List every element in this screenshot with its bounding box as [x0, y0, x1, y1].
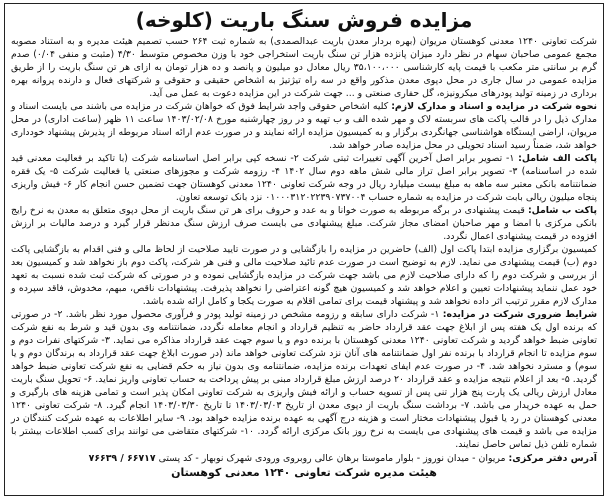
phone-number: ۶۶۷۱۷ / ۷۶۶۳۹	[88, 453, 156, 464]
conditions-body: ۱- شرکت دارای سابقه و رزومه مشخص در زمینه تولید پودر و فرآوری محصول مورد نظر باشد. ۲- در صورتی که برنده اول یک هفته پس از ابلاغ جهت عقد قرارداد حاضر به تنظیم قرارداد و انجام معامله نگردد، ضمانتنامه وی بدون قید و شرط به نفع شرکت تعاونی ضبط خواهد گردید و شرکت تعاونی ۱۲۴۰ معدنی کوهستان با برنده دوم و یا سوم جهت عقد قرارداد مذاکره می نماید. ۳- شرکتهای نفرات دوم و سوم مزایده تا انجام قرارداد با برنده نفر اول ضمانتنامه های آنان نزد شرکت تعاونی خواهد ماند (در صورت ابلاغ جهت عقد قرارداد به برندگان دوم و یا سوم) و مسترد نخواهد شد. ۴- در صورت عدم ایفای تعهدات برنده مزایده، ضمانتنامه وی بدون نیاز به حکم قضایی به نفع شرکت تعاونی ضبط خواهد گردید. ۵- بعد از اعلام نتیجه مزایده و عقد قرارداد ۲۰ درصد ارزش مبلغ قرارداد مبنی بر پیش پرداخت به حساب تعاونی واریز نماید. ۶- تحویل سنگ باریت معادل ارزش ریالی یک پارت پنج هزار تنی پس از تسویه حساب و ارائه فیش واریزی به شرکت تعاونی امکان پذیر است و تمامی هزینه های بارگیری و حمل به عهده خریدار می باشد. ۷- برداشت سنگ باریت از دپوی معدن از تاریخ ۱۴۰۳/۰۳/۰۳ تا تاریخ ۱۴۰۳/۰۳/۳۰ انجام گیرد. ۸- شرکت تعاونی ۱۲۴۰ معدنی کوهستان در رد یا قبول پیشنهادات مختار است و هزینه درج آگهی به عهده برنده مزایده خواهد بود. ۹- سایر اطلاعات به عهده شرکت کنندگان در مزایده می باشد و قیمت های پیشنهادی می بایست به نرخ روز بانک مرکزی ارائه گردد. ۱۰- شرکتهای متقاضی می توانند برای کسب اطلاعات بیشتر با شماره تلفن ذیل تماس حاصل نمایند.	[11, 309, 598, 450]
address-label: آدرس دفتر مرکزی:	[508, 453, 597, 464]
section-evaluation: کمیسیون برگزاری مزایده ابتدا پاکت اول (الف) حاضرین در مزایده را بازگشایی و در صورت تایید صلاحیت از لحاظ مالی و فنی اقدام به بازگشایی پاکت دوم (ب) قیمت پیشنهادی می نماید. لازم به توضیح است در صورت عدم تائید صلاحیت مالی و فنی هر شرکت، پاکت دوم باز نخواهد شد و کمیسیون بعد از بررسی و شرکت دوم را که دارای صلاحیت لازم می باشد جهت شرکت در مزایده بازگشایی نموده و در صورتی که شرکت ثبت شده نسبت به تعهد خود عمل ننماید پیشنهادات تعیین و اعلام خواهد شد و کمیسیون هیچ گونه اعتراضی را نخواهد پذیرفت. پیشنهادات ناقص، مبهم، مخدوش، فاقد سپرده و مدارک لازم مقرر ترتیب اثر داده نخواهد شد و پیشنهاد قیمت برای تمامی اقلام به صورت یکجا و کامل ارائه شده باشد.	[11, 244, 597, 307]
packet-b-body: قیمت پیشنهادی در برگه مربوطه به صورت خوانا و به عدد و حروف برای هر تن سنگ باریت از محل دپوی متعلق به معدن به نرخ رایج بانکی مرکزی با امضا و مهر صاحبان امضای مجاز شرکت. مبلغ پیشنهادی می بایست صرف ارزش سنگ مدنظر قرار گیرد و درصد مالیات بر ارزش افزوده در قیمت پیشنهادی اعمال نگردد.	[11, 205, 597, 242]
packet-a-heading: پاکت الف شامل:	[518, 153, 597, 164]
section-packet-b	[11, 204, 597, 243]
section-conditions	[11, 308, 597, 451]
address-text: مریوان - میدان نوروز - بلوار ماموستا برهان عالی روبروی ورودی شهرک نوبهار - کد پستی	[158, 453, 506, 464]
notice-title: مزایده فروش سنگ باریت (کلوخه)	[135, 8, 473, 32]
section-participation	[11, 100, 597, 152]
signature-footer: هیئت مدیره شرکت تعاونی ۱۲۴۰ معدنی کوهستان	[171, 466, 437, 479]
packet-b-heading: پاکت ب شامل:	[527, 205, 597, 216]
participation-body: کلیه اشخاص حقوقی واجد شرایط فوق که خواهان شرکت در مزایده می باشند می بایست اسناد و مدارک ذیل را در قالب پاکت های سربسته لاک و مهر شده الف و ب تهیه و در روز چهارشنبه مورخ ۱۴۰۳/۰۲/۰۸ ساعت ۱۱ ظهر (ساعت اداری) در محل مریوان، اراضی ایستگاه هواشناسی جهانگردی برگزار و به کمیسیون مزایده ارائه نمایند و در صورت عدم ارائه اسناد مربوطه از پذیرش پیشنهاد خودداری خواهد شد، ضمناً رسید اسناد تحویلی در محل مزایده صادر خواهد شد.	[11, 101, 597, 151]
packet-a-body: ۱- تصویر برابر اصل آخرین آگهی تغییرات ثبتی شرکت ۲- نسخه کپی برابر اصل اساسنامه شرکت (با تاکید بر فعالیت معدنی قید شده در اساسنامه) ۳- تصویر برابر اصل تراز مالی شش ماهه دوم سال ۱۴۰۲ ۴- رزومه شرکت و مجوزهای صنعتی یا فعالیت شرکت ۵- یک فقره ضمانتنامه بانکی معتبر سه ماهه به مبلغ بیست میلیارد ریال در وجه شرکت تعاونی ۱۲۴۰ معدنی کوهستان جهت تضمین حسن انجام کار ۶- فیش واریزی پنجاه میلیون ریالی بابت شرکت در مزایده به شماره حساب ۰۱۰۰۰۳۱۲۰۲۲۳۹۰۷۳۷۰۰۴ نزد بانک توسعه تعاون.	[11, 153, 597, 203]
address-line	[11, 452, 597, 465]
section-packet-a	[11, 152, 597, 204]
intro-paragraph: شرکت تعاونی ۱۲۴۰ معدنی کوهستان مریوان (بهره بردار معدن باریت عبدالصمدی) به شماره ثبت ۲۶۴ حسب تصمیم هیئت مدیره و به استناد مصوبه مجمع عمومی صاحبان سهام در نظر دارد میزان پانزده هزار تن سنگ باریت استخراجی خود با وزن مخصوص متوسط ۴/۳۰ (مثبت و منفی ۰/۰۴) صدم گرم بر سانتی متر مکعب با قیمت پایه کارشناسی ۳۵،۱۰۰،۰۰۰ ریال معادل دو میلیون و پانصد و ده هزار تومان به ازای هر تن سنگ باریت را از طریق مزایده عمومی در سال جاری در محل دپوی معدن مذکور واقع در سه راه تیژتیژ به اشخاص حقیقی و حقوقی و شرکتهای فعال و دارنده پروانه بهره برداری در زمینه تولید پودرهای میکرونیزه، گل حفاری صنعتی و ... جهت شرکت در این مزایده دعوت به عمل می آید.	[11, 36, 597, 99]
conditions-heading: شرایط ضروری شرکت در مزایده:	[442, 309, 598, 320]
participation-heading: نحوه شرکت در مزایده و اسناد و مدارک لازم:	[391, 101, 597, 112]
tender-notice	[4, 3, 604, 496]
